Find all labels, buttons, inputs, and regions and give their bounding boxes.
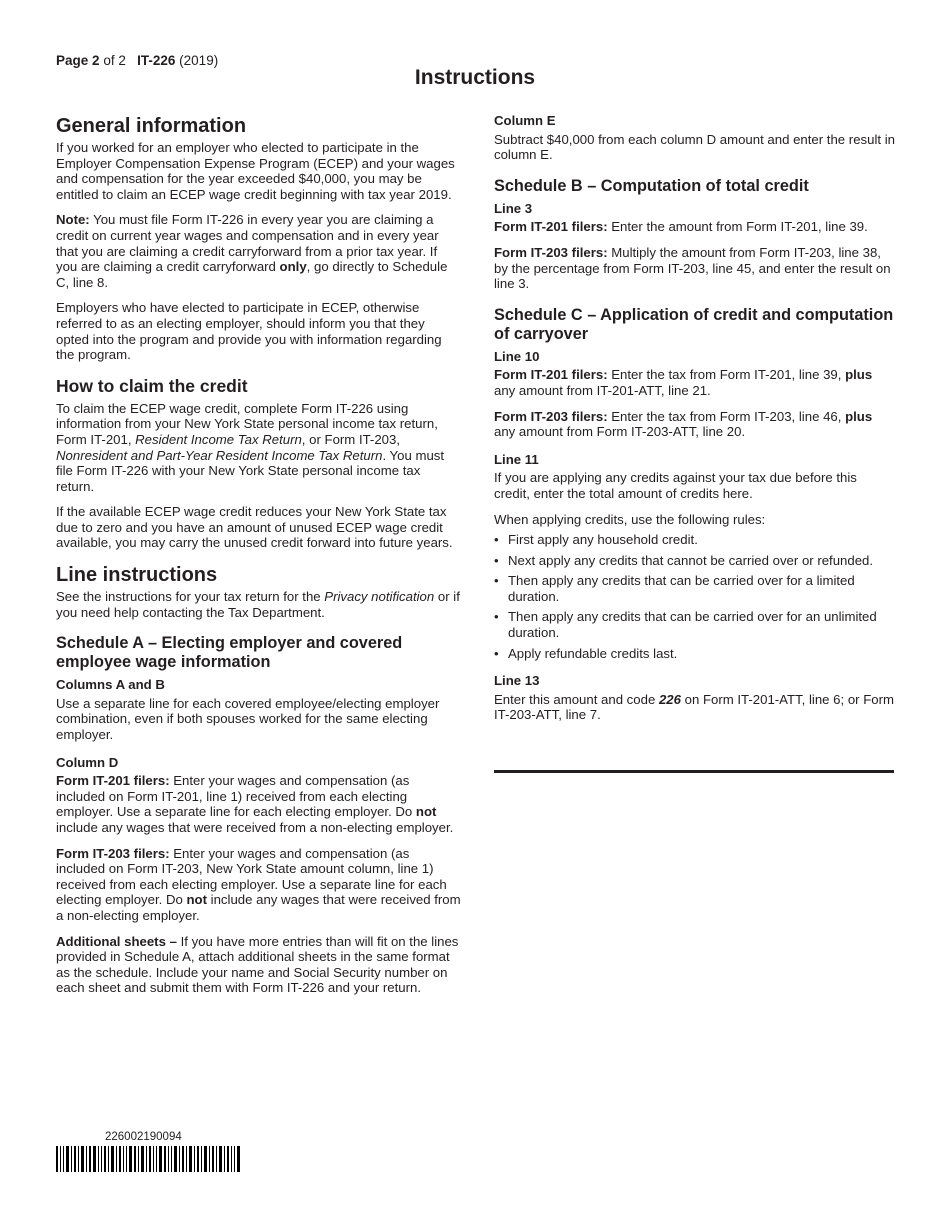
line-instr-text-a: See the instructions for your tax return for the — [56, 589, 325, 605]
line10-it203-label: Form IT-203 filers: — [494, 408, 608, 424]
rule-text: Then apply any credits that can be carried over for an unlimited duration. — [508, 609, 877, 641]
line13-text-b: on Form IT-201-ATT, line 6; or Form IT-203-ATT, line 7. — [494, 691, 894, 723]
list-item — [494, 646, 896, 662]
schedule-a-heading: Schedule A – Electing employer and covered employee wage information — [56, 634, 403, 672]
line3-it203-text: Multiply the amount from Form IT-203, line 38, by the percentage from Form IT-203, line 45, and enter the result on line 3. — [494, 244, 891, 292]
line3-it201-label: Form IT-201 filers: — [494, 219, 608, 235]
line-10-it203 — [494, 409, 896, 440]
right-column — [494, 113, 896, 733]
credit-rules-list — [494, 532, 896, 661]
line-13-heading: Line 13 — [494, 673, 540, 689]
list-item — [494, 532, 896, 548]
columns-a-b-text: Use a separate line for each covered employee/electing employer combination, even if both spouses worked for the same electing employer. — [56, 695, 440, 743]
line3-it203-label: Form IT-203 filers: — [494, 244, 608, 260]
line-3-heading: Line 3 — [494, 200, 533, 216]
privacy-notification: Privacy notification — [324, 589, 435, 605]
general-note-paragraph — [56, 212, 461, 290]
claim-text-b: , or Form IT-203, — [301, 431, 400, 447]
bullet: • — [494, 573, 499, 589]
list-item — [494, 553, 896, 569]
list-item — [494, 573, 896, 604]
form-number: IT-226 — [137, 53, 176, 68]
general-info-paragraph: If you worked for an employer who elected to participate in the Employer Compensation Expense Program (ECEP) and your wages and compensation for the year exceeded $40,000, you may be entitled to claim an ECEP wage credit beginning with tax year 2019. — [56, 140, 455, 202]
bullet: • — [494, 609, 499, 625]
line-11-text: If you are applying any credits against your tax due before this credit, enter the total amount of credits here. — [494, 470, 857, 501]
page-number: 2 — [92, 53, 100, 68]
rule-text: First apply any household credit. — [508, 532, 698, 548]
page-word: Page — [56, 53, 89, 68]
claim-text-c: . You must file Form IT-226 with your New York State personal income tax return. — [56, 447, 445, 494]
schedule-b-heading: Schedule B – Computation of total credit — [494, 176, 809, 195]
rule-text: Next apply any credits that cannot be carried over or refunded. — [508, 552, 874, 568]
line3-it201-text: Enter the amount from Form IT-201, line 39. — [607, 219, 868, 235]
line10-it201-plus: plus — [845, 367, 873, 383]
claim-paragraph — [56, 401, 461, 495]
line-11-rules-intro: When applying credits, use the following rules: — [494, 511, 766, 527]
note-only: only — [279, 259, 307, 275]
line-3-it203 — [494, 245, 896, 292]
line-13-text — [494, 692, 896, 723]
rule-text: Then apply any credits that can be carried over for a limited duration. — [508, 573, 855, 604]
it201-label: Form IT-201 filers: — [56, 773, 170, 789]
carryforward-paragraph: If the available ECEP wage credit reduces your New York State tax due to zero and you have an amount of unused ECEP wage credit available, you may carry the unused credit forward into future years. — [56, 504, 453, 551]
additional-sheets-text: If you have more entries than will fit on the lines provided in Schedule A, attach additional sheets in the same format as the schedule. Include your name and Social Security number on each sheet and submit them with Form IT-226 and your return. — [56, 933, 459, 996]
it203-text-a: Enter your wages and compensation (as included on Form IT-203, New York State amount column, line 1) received from each electing employer. Use a separate line for each electing employer. Do — [56, 845, 447, 908]
schedule-c-heading: Schedule C – Application of credit and computation of carryover — [494, 305, 894, 343]
column-e-heading: Column E — [494, 113, 556, 128]
list-item — [494, 609, 896, 640]
note-end: , go directly to Schedule C, line 8. — [56, 259, 448, 290]
line-instructions-paragraph — [56, 589, 461, 620]
line-10-heading: Line 10 — [494, 348, 540, 364]
how-to-claim-heading: How to claim the credit — [56, 375, 248, 396]
column-e-text: Subtract $40,000 from each column D amount and enter the result in column E. — [494, 131, 895, 163]
line13-text-a: Enter this amount and code — [494, 691, 659, 707]
line-3-it201 — [494, 219, 896, 235]
line-instr-text-b: or if you need help contacting the Tax Department. — [56, 589, 460, 620]
it203-text-b: include any wages that were received from a non-electing employer. — [56, 892, 461, 923]
form-year: (2019) — [179, 53, 219, 68]
left-column — [56, 114, 461, 1006]
column-d-it203 — [56, 846, 461, 924]
claim-italic-resident: Resident Income Tax Return — [135, 431, 302, 447]
line10-it203-text-b: any amount from Form IT-203-ATT, line 20. — [494, 424, 746, 440]
it203-not: not — [186, 892, 207, 908]
it201-not: not — [415, 804, 437, 820]
note-text: You must file Form IT-226 in every year you are claiming a credit on current year wages and compensation and in every year that you are claiming a credit carryforward from a prior tax year. If you are claiming a credit carryforward — [56, 212, 439, 275]
additional-sheets-paragraph — [56, 934, 461, 996]
column-d-heading: Column D — [56, 754, 119, 770]
additional-sheets-label: Additional sheets – — [56, 933, 177, 949]
barcode — [56, 1146, 240, 1172]
columns-a-b-heading: Columns A and B — [56, 677, 165, 693]
it203-label: Form IT-203 filers: — [56, 845, 170, 861]
line10-it201-label: Form IT-201 filers: — [494, 367, 608, 383]
it201-text-b: include any wages that were received from a non-electing employer. — [56, 820, 454, 835]
bullet: • — [494, 532, 499, 548]
general-info-heading: General information — [56, 115, 247, 137]
it201-text-a: Enter your wages and compensation (as included on Form IT-201, line 1) received from each electing employer. Use a separate line for each electing employer. Do — [56, 773, 416, 820]
rule-text: Apply refundable credits last. — [508, 645, 678, 661]
column-d-it201 — [56, 773, 461, 835]
code-226: 226 — [658, 691, 681, 707]
claim-italic-nonresident: Nonresident and Part-Year Resident Income Tax Return — [56, 447, 383, 463]
bullet: • — [494, 552, 499, 568]
line10-it201-text-b: any amount from IT-201-ATT, line 21. — [494, 382, 711, 398]
page-of: of 2 — [103, 53, 126, 68]
line10-it203-text-a: Enter the tax from Form IT-203, line 46, — [607, 408, 846, 424]
line-11-heading: Line 11 — [494, 451, 539, 467]
page-title: Instructions — [414, 66, 536, 89]
note-label: Note: — [56, 212, 90, 228]
line10-it201-text-a: Enter the tax from Form IT-201, line 39, — [607, 367, 846, 383]
line10-it203-plus: plus — [845, 408, 873, 424]
section-end-rule — [494, 770, 894, 773]
bullet: • — [494, 645, 499, 661]
line-instructions-heading: Line instructions — [56, 564, 218, 587]
line-10-it201 — [494, 367, 896, 398]
claim-text-a: To claim the ECEP wage credit, complete Form IT-226 using information from your New York State personal income tax return, Form IT-201, — [56, 400, 438, 447]
employers-paragraph: Employers who have elected to participate in ECEP, otherwise referred to as an electing employer, should inform you that they opted into the program and provide you with information regarding the program. — [56, 300, 442, 363]
barcode-number: 226002190094 — [105, 1131, 182, 1143]
